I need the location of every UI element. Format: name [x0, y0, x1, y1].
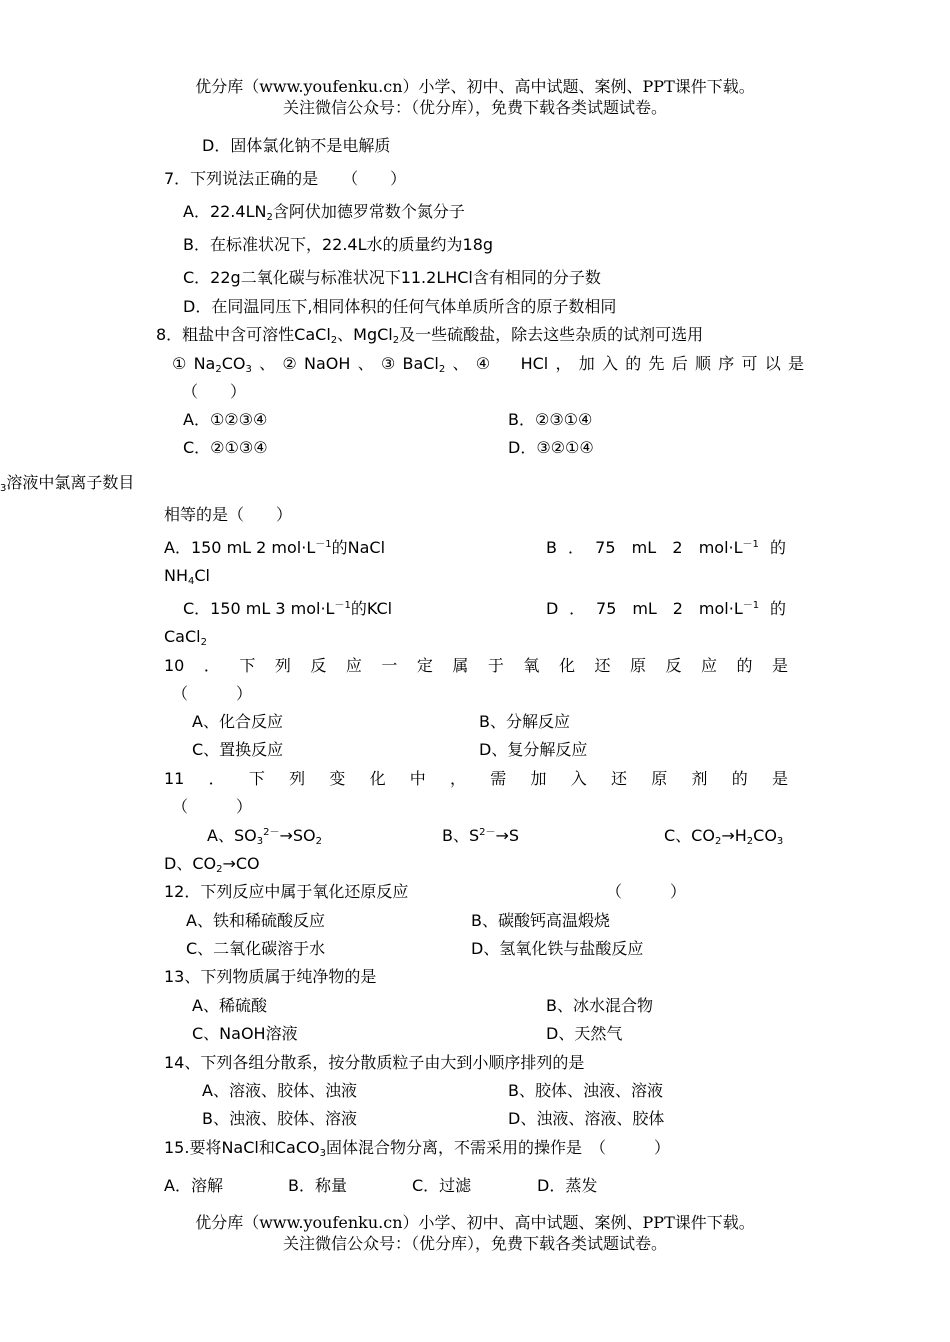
q15-option-b: B．称量 — [288, 1176, 347, 1195]
q7-option-b: B．在标准状况下，22.4L水的质量约为18g — [183, 235, 494, 254]
q10-stem: 10．下列反应一定属于氧化还原反应的是 — [164, 656, 788, 675]
q11-stem: 11．下列变化中，需加入还原剂的是 — [164, 769, 788, 788]
q9-option-a: A．150 mL 2 $mol\cdot L^{-1}$的NaCl — [164, 538, 386, 557]
header-line-1: 优分库（www.youfenku.cn）小学、初中、高中试题、案例、PPT课件下载。 — [195, 77, 755, 96]
q8-option-d: D．③②①④ — [508, 438, 594, 457]
q12-stem: 12．下列反应中属于氧化还原反应 — [164, 882, 409, 901]
q9-option-b: B．75 mL 2 $mol\cdot L^{-1}$的 — [546, 538, 786, 557]
q12-option-b: B、碳酸钙高温煅烧 — [471, 911, 610, 930]
q6-option-d: D．固体氯化钠不是电解质 — [202, 136, 391, 155]
q15-stem: 15.要将NaCl和CaCO3固体混合物分离，不需采用的操作是 （ ） — [164, 1138, 670, 1159]
footer-line-2: 关注微信公众号：（优分库），免费下载各类试题试卷。 — [282, 1234, 667, 1253]
q11-option-c: C、CO2→H2CO3 — [664, 826, 784, 847]
q9-stem: 相等的是（ ） — [164, 505, 293, 524]
q13-option-d: D、天然气 — [546, 1024, 623, 1043]
q9-option-c: C．150 mL 3 $mol\cdot L^{-1}$的KCl — [183, 599, 393, 618]
q14-option-b: B、胶体、浊液、溶液 — [508, 1081, 663, 1100]
q9-cut-off-line: 3溶液中氯离子数目 — [0, 473, 135, 494]
q15-option-a: A．溶解 — [164, 1176, 223, 1195]
q9-option-d-cont: CaCl2 — [164, 627, 207, 648]
q15-option-d: D．蒸发 — [537, 1176, 598, 1195]
q10-paren: （ ） — [172, 684, 253, 703]
q8-paren: （ ） — [182, 382, 247, 401]
q13-option-c: C、NaOH溶液 — [192, 1024, 298, 1043]
q7-option-a: A．22.4LN2含阿伏加德罗常数个氮分子 — [183, 202, 465, 223]
q13-option-b: B、冰水混合物 — [546, 996, 653, 1015]
q11-option-d: D、CO2→CO — [164, 854, 260, 875]
q9-option-d: D．75 mL 2 $mol\cdot L^{-1}$的 — [546, 599, 786, 618]
q13-option-a: A、稀硫酸 — [192, 996, 267, 1015]
q10-option-b: B、分解反应 — [479, 712, 570, 731]
q11-option-a: A、$SO3^{2-}\to SO2$ — [207, 826, 322, 847]
q11-paren: （ ） — [172, 797, 253, 816]
q10-option-c: C、置换反应 — [192, 740, 284, 759]
q8-option-b: B．②③①④ — [508, 410, 593, 429]
q8-stem: 8．粗盐中含可溶性CaCl2、MgCl2及一些硫酸盐，除去这些杂质的试剂可选用 — [156, 325, 704, 346]
footer-line-1: 优分库（www.youfenku.cn）小学、初中、高中试题、案例、PPT课件下载。 — [195, 1213, 755, 1232]
q7-stem: 7．下列说法正确的是 （ ） — [164, 169, 407, 188]
q14-option-d: D、浊液、溶液、胶体 — [508, 1109, 665, 1128]
header-line-2: 关注微信公众号：（优分库），免费下载各类试题试卷。 — [282, 98, 667, 117]
q15-option-c: C．过滤 — [412, 1176, 472, 1195]
q7-option-c: C．22g二氧化碳与标准状况下11.2LHCl含有相同的分子数 — [183, 268, 601, 287]
q12-option-a: A、铁和稀硫酸反应 — [186, 911, 325, 930]
q12-option-c: C、二氧化碳溶于水 — [186, 939, 326, 958]
q13-stem: 13、下列物质属于纯净物的是 — [164, 967, 377, 986]
q10-option-d: D、复分解反应 — [479, 740, 588, 759]
q12-option-d: D、氢氧化铁与盐酸反应 — [471, 939, 644, 958]
q10-option-a: A、化合反应 — [192, 712, 283, 731]
q8-option-c: C．②①③④ — [183, 438, 268, 457]
q14-stem: 14、下列各组分散系，按分散质粒子由大到小顺序排列的是 — [164, 1053, 585, 1072]
q12-paren: （ ） — [606, 882, 687, 901]
q11-option-b: B、$S^{2-}\to S$ — [442, 826, 520, 845]
q9-option-b-cont: NH4Cl — [164, 566, 210, 587]
q7-option-d: D．在同温同压下,相同体积的任何气体单质所含的原子数相同 — [183, 297, 617, 316]
q14-option-c: B、浊液、胶体、溶液 — [202, 1109, 357, 1128]
q8-option-a: A．①②③④ — [183, 410, 268, 429]
q8-stem-line-2: ①Na2CO3、②NaOH、③BaCl2、④ HCl，加入的先后顺序可以是 — [172, 354, 804, 375]
q14-option-a: A、溶液、胶体、浊液 — [202, 1081, 357, 1100]
